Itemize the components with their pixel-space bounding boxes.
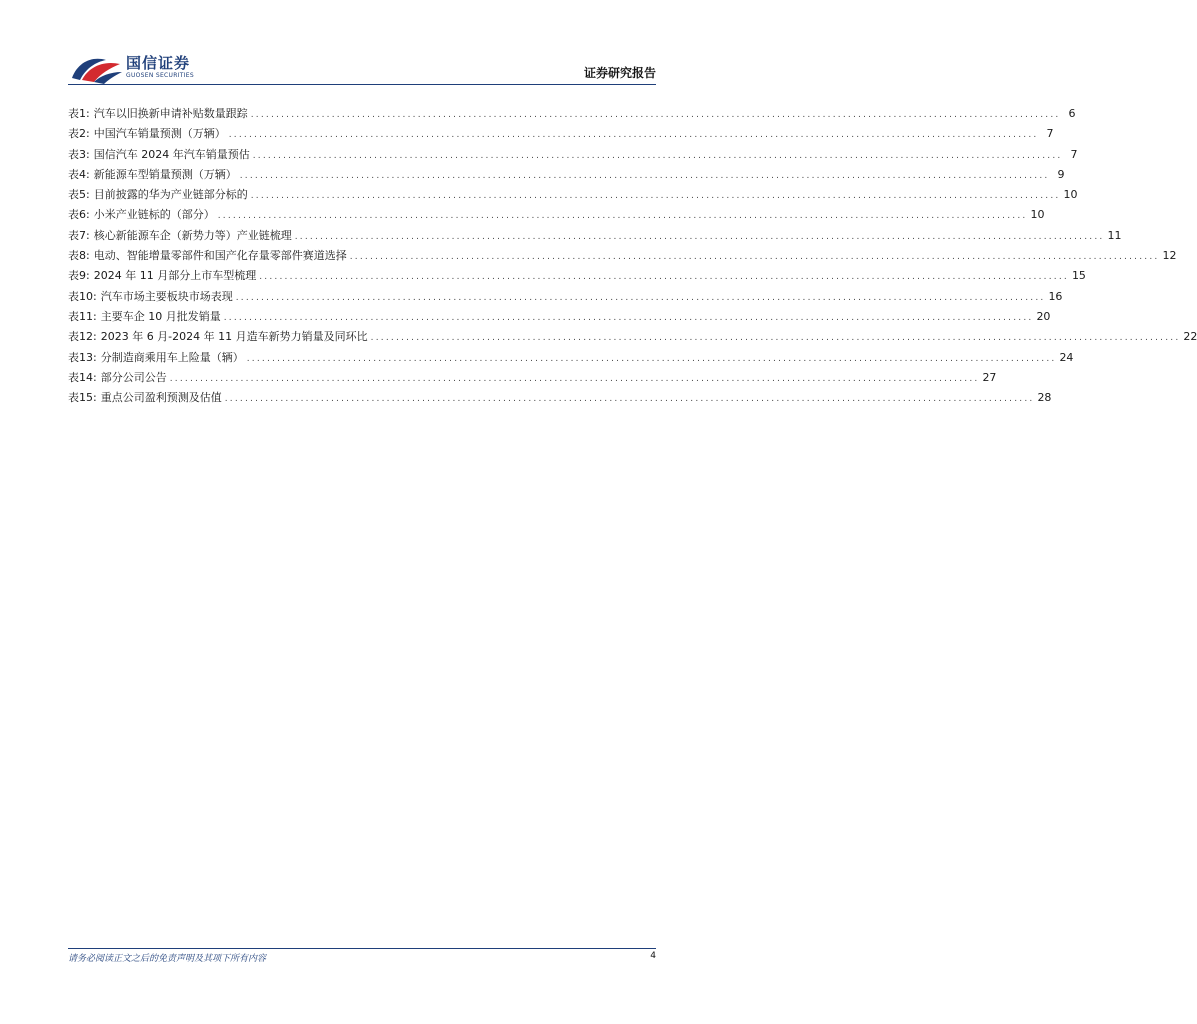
toc-entry[interactable] xyxy=(68,246,1177,266)
toc-entry-page: 24 xyxy=(1059,350,1074,364)
toc-entry[interactable] xyxy=(68,145,1078,165)
toc-entry-label: 表9: xyxy=(68,269,90,283)
toc-dot-leader: ................................................................................................................................................................ xyxy=(235,292,1046,303)
logo-name-en: GUOSEN SECURITIES xyxy=(126,72,195,79)
toc-entry-label: 表14: xyxy=(68,370,97,384)
footer-divider xyxy=(68,948,656,949)
toc-entry[interactable] xyxy=(68,327,1197,347)
toc-entry-label: 表8: xyxy=(68,249,90,263)
toc-dot-leader: ................................................................................................................................................................ xyxy=(223,312,1034,323)
toc-entry-label: 表15: xyxy=(68,391,97,405)
toc-entry-title: 重点公司盈利预测及估值 xyxy=(100,391,222,405)
footer-disclaimer: 请务必阅读正文之后的免责声明及其项下所有内容 xyxy=(68,954,267,964)
toc-entry[interactable] xyxy=(68,185,1078,205)
toc-entry-label: 表5: xyxy=(68,188,90,202)
toc-entry-page: 7 xyxy=(1070,147,1078,161)
toc-entry-page: 20 xyxy=(1036,309,1051,323)
toc-entry-page: 12 xyxy=(1162,249,1177,263)
toc-entry-label: 表2: xyxy=(68,127,90,141)
toc-dot-leader: ................................................................................................................................................................ xyxy=(250,110,1061,120)
toc-entry-page: 7 xyxy=(1046,127,1054,141)
toc-entry-page: 15 xyxy=(1071,269,1086,283)
toc-entry-title: 核心新能源车企（新势力等）产业链梳理 xyxy=(93,228,292,242)
toc-entry-title: 国信汽车 2024 年汽车销量预估 xyxy=(93,147,250,161)
toc-dot-leader: ................................................................................................................................................................ xyxy=(246,353,1057,364)
toc-entry-label: 表4: xyxy=(68,167,90,181)
toc-entry[interactable] xyxy=(68,226,1122,246)
toc-dot-leader: ................................................................................................................................................................ xyxy=(370,333,1181,344)
toc-entry-page: 27 xyxy=(982,370,997,384)
toc-entry-title: 2023 年 6 月-2024 年 11 月造车新势力销量及同环比 xyxy=(100,330,368,344)
toc-entry-label: 表11: xyxy=(68,309,97,323)
toc-entry-title: 中国汽车销量预测（万辆） xyxy=(93,127,226,141)
toc-entry[interactable] xyxy=(68,266,1086,286)
toc-entry-label: 表12: xyxy=(68,330,97,344)
toc-entry-title: 新能源车型销量预测（万辆） xyxy=(93,167,237,181)
toc-entry-label: 表1: xyxy=(68,107,90,120)
toc-entry-title: 部分公司公告 xyxy=(100,370,167,384)
toc-entry-page: 6 xyxy=(1068,107,1076,120)
toc-dot-leader: ................................................................................................................................................................ xyxy=(259,272,1069,283)
toc-dot-leader: ................................................................................................................................................................ xyxy=(250,191,1061,202)
toc-entry-page: 22 xyxy=(1183,330,1197,344)
toc-entry-page: 9 xyxy=(1057,167,1065,181)
toc-entry-label: 表7: xyxy=(68,228,90,242)
toc-entry-title: 目前披露的华为产业链部分标的 xyxy=(93,188,248,202)
toc-dot-leader: ................................................................................................................................................................ xyxy=(217,211,1028,222)
toc-entry-page: 10 xyxy=(1063,188,1078,202)
toc-dot-leader: ................................................................................................................................................................ xyxy=(349,252,1160,263)
toc-entry-title: 汽车市场主要板块市场表现 xyxy=(100,289,233,303)
toc-dot-leader: ................................................................................................................................................................ xyxy=(252,150,1063,161)
toc-entry-title: 汽车以旧换新申请补贴数量跟踪 xyxy=(93,107,248,120)
page-header xyxy=(68,48,656,86)
toc-entry-title: 主要车企 10 月批发销量 xyxy=(100,309,221,323)
toc-entry-page: 11 xyxy=(1107,228,1122,242)
table-of-tables xyxy=(68,104,1197,408)
toc-entry[interactable] xyxy=(68,368,997,388)
logo-text xyxy=(126,54,194,80)
toc-dot-leader: ................................................................................................................................................................ xyxy=(224,394,1035,405)
toc-entry-title: 2024 年 11 月部分上市车型梳理 xyxy=(93,269,257,283)
toc-entry-page: 28 xyxy=(1037,391,1052,405)
header-divider xyxy=(68,84,656,85)
toc-entry-page: 10 xyxy=(1030,208,1045,222)
toc-entry-title: 小米产业链标的（部分） xyxy=(93,208,215,222)
toc-dot-leader: ................................................................................................................................................................ xyxy=(228,130,1039,141)
toc-dot-leader: ................................................................................................................................................................ xyxy=(239,170,1050,181)
logo-name-cn: 国信证券 xyxy=(126,54,191,72)
toc-entry[interactable] xyxy=(68,124,1054,144)
toc-entry-label: 表3: xyxy=(68,147,90,161)
page-number: 4 xyxy=(650,951,656,961)
report-type-label: 证券研究报告 xyxy=(583,66,656,80)
toc-entry[interactable] xyxy=(68,165,1065,185)
toc-entry-label: 表6: xyxy=(68,208,90,222)
toc-entry[interactable] xyxy=(68,307,1051,327)
toc-entry-label: 表13: xyxy=(68,350,97,364)
guosen-logo-icon xyxy=(68,48,124,86)
toc-entry-page: 16 xyxy=(1048,289,1063,303)
toc-dot-leader: ................................................................................................................................................................ xyxy=(169,373,980,384)
toc-entry-title: 分制造商乘用车上险量（辆） xyxy=(100,350,244,364)
toc-entry[interactable] xyxy=(68,287,1063,307)
toc-entry[interactable] xyxy=(68,104,1076,124)
toc-entry[interactable] xyxy=(68,205,1045,225)
toc-entry-title: 电动、智能增量零部件和国产化存量零部件赛道选择 xyxy=(93,249,347,263)
toc-dot-leader: ................................................................................................................................................................ xyxy=(294,231,1105,242)
guosen-logo xyxy=(68,48,194,86)
toc-entry-label: 表10: xyxy=(68,289,97,303)
toc-entry[interactable] xyxy=(68,388,1052,408)
toc-entry[interactable] xyxy=(68,348,1074,368)
